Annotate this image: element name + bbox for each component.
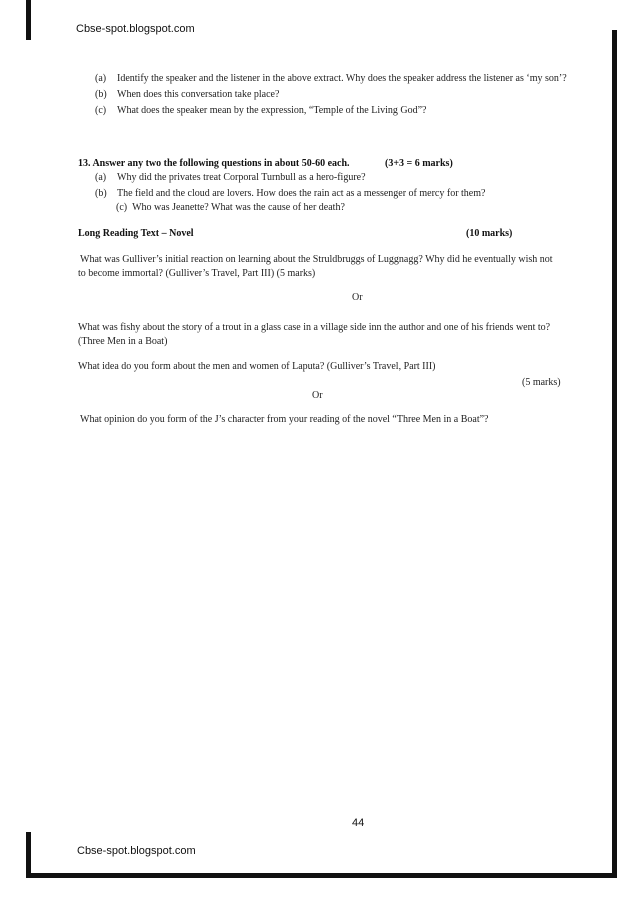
q12-item-c-label: (c): [95, 105, 107, 116]
novel-question-3-marks: (5 marks): [522, 377, 561, 388]
footer-site: Cbse-spot.blogspot.com: [77, 845, 196, 857]
or-separator-1: Or: [352, 292, 363, 303]
novel-question-4: What opinion do you form of the J’s character from your reading of the novel “Three Men in a Boat”?: [80, 414, 489, 425]
q12-item-a: [95, 73, 567, 84]
q12-item-a-label: (a): [95, 73, 107, 84]
header-site: Cbse-spot.blogspot.com: [76, 23, 195, 35]
page-number: 44: [352, 817, 365, 829]
q13-heading: 13. Answer any two the following questions in about 50-60 each.: [78, 158, 350, 169]
q13-item-b-text: The field and the cloud are lovers. How does the rain act as a messenger of mercy for them?: [117, 188, 486, 199]
q13-item-a: [95, 172, 366, 183]
novel-question-2-line2: (Three Men in a Boat): [78, 336, 168, 347]
q12-item-b-label: (b): [95, 89, 107, 100]
novel-question-2-line1: What was fishy about the story of a trout in a glass case in a village side inn the author and one of his friends went to?: [78, 322, 551, 333]
q12-item-b-text: When does this conversation take place?: [117, 89, 280, 100]
q12-item-c: [95, 105, 426, 116]
q12-item-c-text: What does the speaker mean by the expression, “Temple of the Living God”?: [117, 105, 427, 116]
page-border-bottom: [26, 873, 617, 878]
q13-item-c-text: Who was Jeanette? What was the cause of her death?: [132, 202, 345, 213]
page-border-left-top: [26, 0, 31, 40]
long-reading-heading: Long Reading Text – Novel: [78, 228, 194, 239]
q13-item-a-label: (a): [95, 172, 107, 183]
q13-item-b-label: (b): [95, 188, 107, 199]
q13-marks: (3+3 = 6 marks): [385, 158, 453, 169]
q12-item-a-text: Identify the speaker and the listener in the above extract. Why does the speaker address the listener as ‘my son’?: [117, 73, 567, 84]
novel-question-3: What idea do you form about the men and women of Laputa? (Gulliver’s Travel, Part III): [78, 361, 436, 372]
novel-question-1-line1: What was Gulliver’s initial reaction on learning about the Struldbruggs of Luggnagg? Why did he eventually wish not: [80, 254, 553, 265]
novel-question-1-line2: to become immortal? (Gulliver’s Travel, Part III) (5 marks): [78, 268, 316, 279]
q13-item-c-label: (c): [116, 202, 128, 213]
page-border-right: [612, 30, 617, 878]
or-separator-2: Or: [312, 390, 323, 401]
page-border-left-bottom: [26, 832, 31, 878]
q13-item-c: [116, 202, 345, 213]
q13-item-b: [95, 188, 485, 199]
q12-item-b: [95, 89, 279, 100]
long-reading-marks: (10 marks): [466, 228, 513, 239]
q13-item-a-text: Why did the privates treat Corporal Turnbull as a hero-figure?: [117, 172, 366, 183]
